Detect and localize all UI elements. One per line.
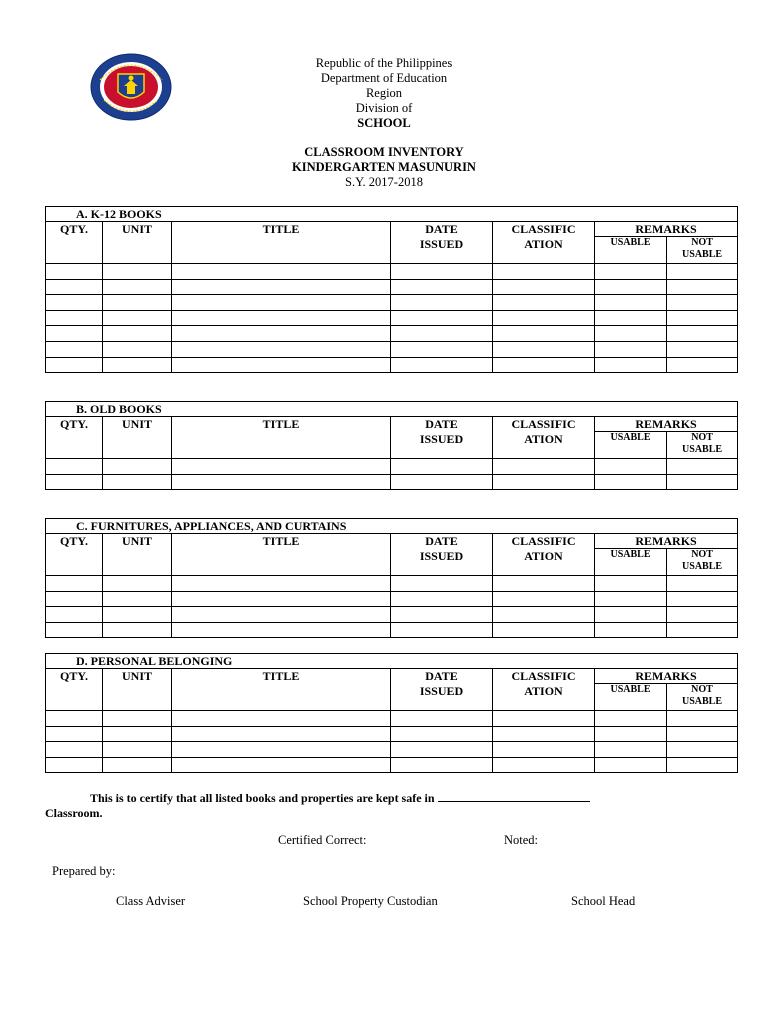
table-cell[interactable]: [391, 726, 493, 742]
col-usable: USABLE: [595, 549, 667, 576]
table-cell[interactable]: [595, 474, 667, 490]
table-cell[interactable]: [493, 576, 595, 592]
table-cell[interactable]: [595, 742, 667, 758]
certification-statement: [45, 790, 745, 821]
table-cell[interactable]: [667, 607, 738, 623]
col-qty: QTY.: [46, 417, 103, 459]
table-cell[interactable]: [46, 757, 103, 773]
table-cell[interactable]: [46, 607, 103, 623]
table-cell[interactable]: [493, 742, 595, 758]
table-row: [46, 357, 738, 373]
table-cell[interactable]: [595, 757, 667, 773]
letterhead-department: Department of Education: [320, 71, 448, 85]
table-cell[interactable]: [103, 459, 172, 475]
col-title: TITLE: [172, 417, 391, 459]
table-cell[interactable]: [391, 264, 493, 280]
table-cell[interactable]: [595, 264, 667, 280]
table-cell[interactable]: [391, 622, 493, 638]
table-cell[interactable]: [103, 326, 172, 342]
table-old-books: [45, 401, 738, 490]
table-cell[interactable]: [667, 726, 738, 742]
table-cell[interactable]: [595, 726, 667, 742]
letterhead-republic: Republic of the Philippines: [315, 56, 453, 70]
table-cell[interactable]: [667, 757, 738, 773]
table-cell[interactable]: [667, 326, 738, 342]
table-cell[interactable]: [667, 711, 738, 727]
table-cell[interactable]: [595, 622, 667, 638]
school-head-label: School Head: [571, 894, 636, 908]
table-cell[interactable]: [391, 295, 493, 311]
table-cell[interactable]: [667, 357, 738, 373]
table-personal-belonging: [45, 653, 738, 773]
col-remarks: REMARKS: [595, 669, 738, 684]
table-cell[interactable]: [172, 341, 391, 357]
col-not-usable: NOT USABLE: [667, 549, 738, 576]
table-cell[interactable]: [172, 711, 391, 727]
table-cell[interactable]: [103, 357, 172, 373]
table-cell[interactable]: [391, 711, 493, 727]
table-row: [46, 295, 738, 311]
table-cell[interactable]: [46, 295, 103, 311]
table-cell[interactable]: [172, 591, 391, 607]
school-year: S.Y. 2017-2018: [345, 175, 423, 189]
table-row: [46, 341, 738, 357]
col-unit: UNIT: [103, 669, 172, 711]
table-cell[interactable]: [667, 279, 738, 295]
col-usable: USABLE: [595, 432, 667, 459]
col-remarks: REMARKS: [595, 222, 738, 237]
table-cell[interactable]: [493, 474, 595, 490]
col-remarks: REMARKS: [595, 417, 738, 432]
table-cell[interactable]: [667, 459, 738, 475]
table-cell[interactable]: [667, 576, 738, 592]
table-cell[interactable]: [667, 591, 738, 607]
table-cell[interactable]: [172, 310, 391, 326]
table-cell[interactable]: [391, 576, 493, 592]
table-cell[interactable]: [103, 279, 172, 295]
col-title: TITLE: [172, 222, 391, 264]
col-classification: CLASSIFIC ATION: [493, 417, 595, 459]
table-cell[interactable]: [172, 742, 391, 758]
table-cell[interactable]: [493, 264, 595, 280]
table-cell[interactable]: [46, 341, 103, 357]
property-custodian-label: School Property Custodian: [303, 894, 438, 908]
table-cell[interactable]: [172, 622, 391, 638]
prepared-by-label: Prepared by:: [52, 864, 116, 878]
table-cell[interactable]: [493, 341, 595, 357]
table-cell[interactable]: [391, 474, 493, 490]
col-unit: UNIT: [103, 222, 172, 264]
table-row: [46, 279, 738, 295]
table-cell[interactable]: [667, 474, 738, 490]
col-usable: USABLE: [595, 684, 667, 711]
table-cell[interactable]: [46, 310, 103, 326]
table-row: [46, 310, 738, 326]
section-title: D. PERSONAL BELONGING: [46, 654, 738, 669]
table-cell[interactable]: [172, 326, 391, 342]
table-cell[interactable]: [595, 279, 667, 295]
table-cell[interactable]: [103, 576, 172, 592]
table-row: [46, 757, 738, 773]
table-cell[interactable]: [391, 341, 493, 357]
table-cell[interactable]: [595, 607, 667, 623]
table-cell[interactable]: [493, 711, 595, 727]
certification-text: This is to certify that all listed books and properties are kept safe in: [90, 791, 435, 805]
table-cell[interactable]: [391, 279, 493, 295]
table-cell[interactable]: [595, 576, 667, 592]
table-cell[interactable]: [667, 310, 738, 326]
table-row: [46, 726, 738, 742]
section-title: B. OLD BOOKS: [46, 402, 738, 417]
table-cell[interactable]: [172, 357, 391, 373]
table-cell[interactable]: [493, 459, 595, 475]
table-k12-books: [45, 206, 738, 373]
table-cell[interactable]: [103, 726, 172, 742]
table-cell[interactable]: [667, 341, 738, 357]
table-row: [46, 711, 738, 727]
table-cell[interactable]: [46, 326, 103, 342]
col-title: TITLE: [172, 534, 391, 576]
noted-label: Noted:: [504, 833, 539, 847]
table-cell[interactable]: [172, 264, 391, 280]
table-cell[interactable]: [595, 459, 667, 475]
table-cell[interactable]: [46, 726, 103, 742]
table-cell[interactable]: [103, 742, 172, 758]
col-date-issued: DATE ISSUED: [391, 534, 493, 576]
section-title: C. FURNITURES, APPLIANCES, AND CURTAINS: [46, 519, 738, 534]
table-row: [46, 576, 738, 592]
table-cell[interactable]: [103, 711, 172, 727]
table-cell[interactable]: [46, 591, 103, 607]
table-row: [46, 607, 738, 623]
table-cell[interactable]: [493, 310, 595, 326]
table-cell[interactable]: [391, 607, 493, 623]
title-line-2: KINDERGARTEN MASUNURIN: [292, 160, 476, 174]
table-cell[interactable]: [595, 341, 667, 357]
table-row: [46, 459, 738, 475]
section-title: A. K-12 BOOKS: [46, 207, 738, 222]
table-cell[interactable]: [46, 576, 103, 592]
table-row: [46, 474, 738, 490]
table-cell[interactable]: [172, 726, 391, 742]
col-classification: CLASSIFIC ATION: [493, 669, 595, 711]
table-cell[interactable]: [391, 757, 493, 773]
col-date-issued: DATE ISSUED: [391, 669, 493, 711]
table-cell[interactable]: [46, 279, 103, 295]
table-cell[interactable]: [493, 726, 595, 742]
table-cell[interactable]: [103, 591, 172, 607]
table-cell[interactable]: [595, 591, 667, 607]
table-cell[interactable]: [595, 295, 667, 311]
table-cell[interactable]: [493, 326, 595, 342]
classroom-blank-line[interactable]: [438, 790, 590, 802]
table-cell[interactable]: [103, 295, 172, 311]
table-cell[interactable]: [391, 326, 493, 342]
table-cell[interactable]: [391, 310, 493, 326]
table-cell[interactable]: [172, 459, 391, 475]
table-cell[interactable]: [172, 474, 391, 490]
table-cell[interactable]: [103, 607, 172, 623]
letterhead: [0, 56, 768, 131]
col-classification: CLASSIFIC ATION: [493, 534, 595, 576]
col-usable: USABLE: [595, 237, 667, 264]
title-line-1: CLASSROOM INVENTORY: [304, 145, 464, 159]
col-remarks: REMARKS: [595, 534, 738, 549]
table-cell[interactable]: [493, 357, 595, 373]
table-cell[interactable]: [493, 622, 595, 638]
table-cell[interactable]: [595, 310, 667, 326]
table-cell[interactable]: [103, 474, 172, 490]
table-cell[interactable]: [595, 357, 667, 373]
col-qty: QTY.: [46, 222, 103, 264]
class-adviser-label: Class Adviser: [116, 894, 186, 908]
table-cell[interactable]: [46, 357, 103, 373]
col-date-issued: DATE ISSUED: [391, 417, 493, 459]
col-unit: UNIT: [103, 417, 172, 459]
table-cell[interactable]: [493, 279, 595, 295]
table-cell[interactable]: [103, 310, 172, 326]
table-cell[interactable]: [172, 279, 391, 295]
table-cell[interactable]: [46, 459, 103, 475]
table-furnitures: [45, 518, 738, 638]
table-cell[interactable]: [46, 622, 103, 638]
table-cell[interactable]: [493, 295, 595, 311]
table-cell[interactable]: [667, 622, 738, 638]
certification-line-2: Classroom.: [45, 806, 103, 820]
col-date-issued: DATE ISSUED: [391, 222, 493, 264]
table-cell[interactable]: [391, 357, 493, 373]
col-qty: QTY.: [46, 669, 103, 711]
table-cell[interactable]: [595, 326, 667, 342]
table-cell[interactable]: [103, 622, 172, 638]
table-row: [46, 591, 738, 607]
table-row: [46, 326, 738, 342]
table-row: [46, 742, 738, 758]
table-cell[interactable]: [46, 711, 103, 727]
table-cell[interactable]: [391, 459, 493, 475]
table-cell[interactable]: [103, 341, 172, 357]
table-cell[interactable]: [391, 591, 493, 607]
table-row: [46, 264, 738, 280]
document-title: [0, 145, 768, 190]
table-cell[interactable]: [493, 591, 595, 607]
table-cell[interactable]: [667, 264, 738, 280]
table-cell[interactable]: [46, 742, 103, 758]
table-cell[interactable]: [595, 711, 667, 727]
table-cell[interactable]: [667, 742, 738, 758]
table-cell[interactable]: [46, 264, 103, 280]
table-cell[interactable]: [103, 264, 172, 280]
table-cell[interactable]: [667, 295, 738, 311]
table-cell[interactable]: [46, 474, 103, 490]
table-cell[interactable]: [172, 607, 391, 623]
col-not-usable: NOT USABLE: [667, 684, 738, 711]
col-not-usable: NOT USABLE: [667, 432, 738, 459]
certified-correct-label: Certified Correct:: [278, 833, 367, 847]
col-classification: CLASSIFIC ATION: [493, 222, 595, 264]
letterhead-region: Region: [365, 86, 403, 100]
col-unit: UNIT: [103, 534, 172, 576]
table-cell[interactable]: [391, 742, 493, 758]
letterhead-division: Division of: [355, 101, 413, 115]
col-not-usable: NOT USABLE: [667, 237, 738, 264]
table-cell[interactable]: [172, 576, 391, 592]
col-title: TITLE: [172, 669, 391, 711]
table-cell[interactable]: [493, 757, 595, 773]
table-cell[interactable]: [493, 607, 595, 623]
table-row: [46, 622, 738, 638]
letterhead-school: SCHOOL: [357, 116, 411, 130]
col-qty: QTY.: [46, 534, 103, 576]
table-cell[interactable]: [172, 757, 391, 773]
table-cell[interactable]: [172, 295, 391, 311]
table-cell[interactable]: [103, 757, 172, 773]
